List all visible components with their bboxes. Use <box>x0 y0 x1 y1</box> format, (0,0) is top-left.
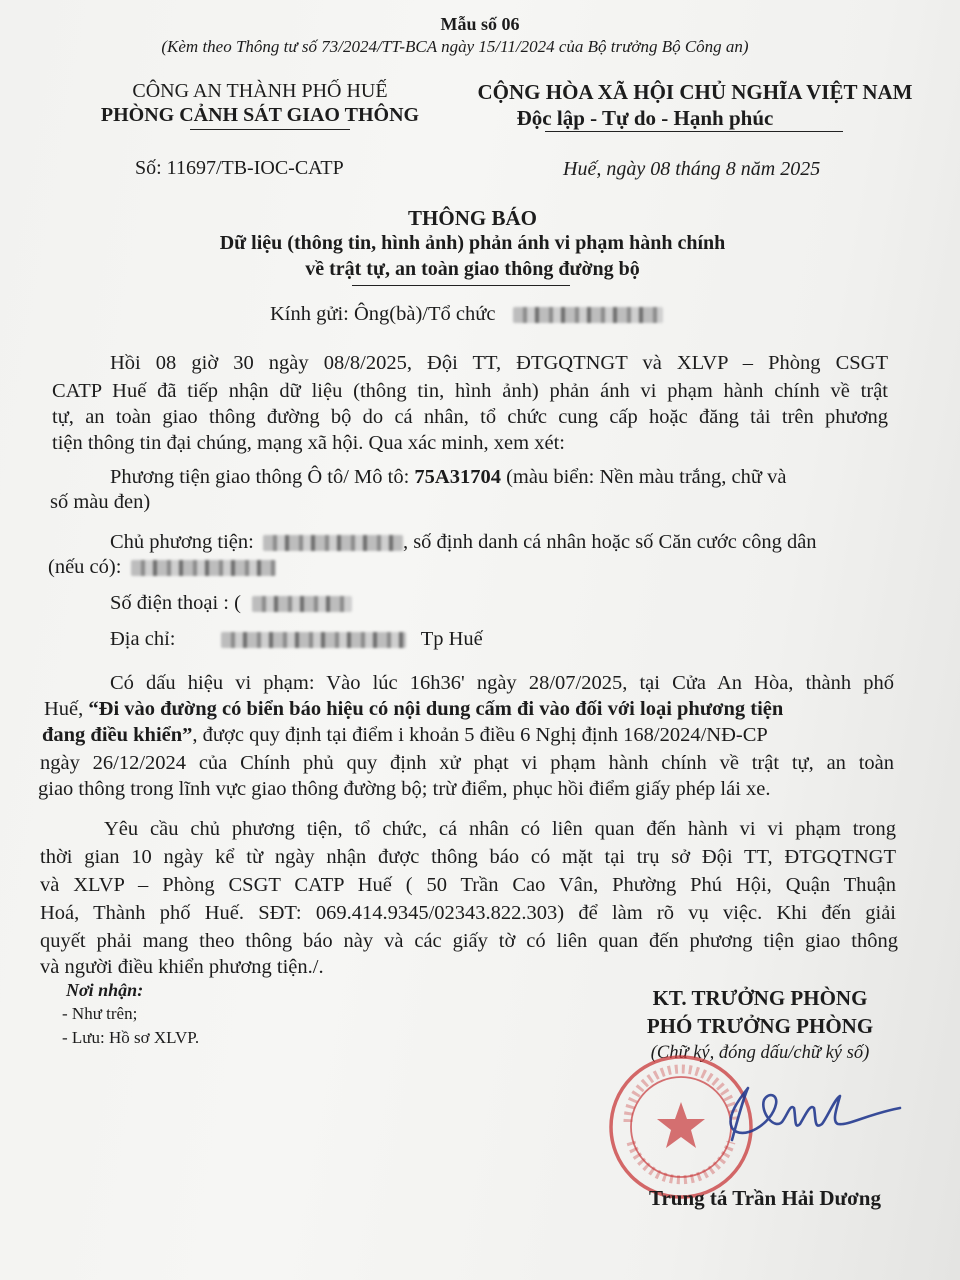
redacted-phone <box>252 596 352 612</box>
paragraph-1-line-4: tiện thông tin đại chúng, mạng xã hội. Qua xác minh, xem xét: <box>52 432 565 454</box>
request-line-5: quyết phải mang theo thông báo này và các giấy tờ có liên quan đến phương tiện giao thông <box>40 930 898 952</box>
vehicle-plate-color: (màu biển: Nền màu trắng, chữ và <box>506 466 787 488</box>
nation-line1: CỘNG HÒA XÃ HỘI CHỦ NGHĨA VIỆT NAM <box>477 80 913 104</box>
violation-line-4: ngày 26/12/2024 của Chính phủ quy định xử phạt vi phạm hành chính về trật tự, an toàn <box>40 752 894 774</box>
address-label: Địa chỉ: <box>110 628 176 650</box>
violation-line-2 <box>44 698 894 721</box>
request-line-3: và XLVP – Phòng CSGT CATP Huế ( 50 Trần Cao Vân, Phường Phú Hội, Quận Thuận <box>40 874 896 896</box>
agency-underline <box>190 129 350 130</box>
recipients-item-2: - Lưu: Hồ sơ XLVP. <box>62 1028 200 1047</box>
document-title: THÔNG BÁO <box>408 206 537 230</box>
violation-behavior-end: đang điều khiển” <box>42 724 193 746</box>
recipient-label: Kính gửi: Ông(bà)/Tổ chức <box>270 303 496 325</box>
owner-label: Chủ phương tiện: <box>110 531 254 553</box>
paragraph-1-line-2: CATP Huế đã tiếp nhận dữ liệu (thông tin, hình ảnh) phản ánh vi phạm hành chính về trật <box>52 380 888 402</box>
request-line-1: Yêu cầu chủ phương tiện, tổ chức, cá nhân có liên quan đến hành vi vi phạm trong <box>104 818 896 840</box>
violation-place-end: Huế, <box>44 698 89 720</box>
id-line <box>48 556 908 579</box>
nation-underline <box>545 131 843 132</box>
recipients-label: Nơi nhận: <box>66 980 144 1000</box>
nation-line2: Độc lập - Tự do - Hạnh phúc <box>516 106 774 130</box>
vehicle-line <box>110 466 890 489</box>
agency-line2: PHÒNG CẢNH SÁT GIAO THÔNG <box>100 104 420 126</box>
agency-line1: CÔNG AN THÀNH PHỐ HUẾ <box>132 80 388 102</box>
owner-id-label: , số định danh cá nhân hoặc số Căn cước công dân <box>402 531 817 553</box>
violation-line-5: giao thông trong lĩnh vực giao thông đường bộ; trừ điểm, phục hồi điểm giấy phép lái xe. <box>38 778 771 800</box>
redacted-id-number <box>131 560 276 576</box>
address-line <box>110 628 960 651</box>
title-underline <box>352 285 570 286</box>
recipients-item-1: - Như trên; <box>62 1004 138 1023</box>
license-plate: 75A31704 <box>414 466 501 488</box>
address-city: Tp Huế <box>420 628 483 650</box>
signer-name: Trung tá Trần Hải Dương <box>649 1186 881 1210</box>
form-reference: (Kèm theo Thông tư số 73/2024/TT-BCA ngày 15/11/2024 của Bộ trưởng Bộ Công an) <box>161 37 749 56</box>
phone-label: Số điện thoại : ( <box>110 592 241 614</box>
request-line-4: Hoá, Thành phố Huế. SĐT: 069.414.9345/02343.822.303) để làm rõ vụ việc. Khi đến giải <box>40 902 896 924</box>
redacted-recipient <box>513 307 663 323</box>
vehicle-line-2: số màu đen) <box>50 491 151 513</box>
id-label: (nếu có): <box>48 556 122 578</box>
vehicle-label: Phương tiện giao thông Ô tô/ Mô tô: <box>110 466 410 488</box>
violation-line-1: Có dấu hiệu vi phạm: Vào lúc 16h36' ngày 28/07/2025, tại Cửa An Hòa, thành phố <box>110 672 894 694</box>
redacted-owner-name <box>263 535 403 551</box>
request-line-6: và người điều khiển phương tiện./. <box>40 956 324 978</box>
form-number: Mẫu số 06 <box>440 14 520 34</box>
document-number: Số: 11697/TB-IOC-CATP <box>135 157 344 179</box>
handwritten-signature <box>718 1078 908 1148</box>
signer-role-1: KT. TRƯỞNG PHÒNG <box>652 986 868 1010</box>
signature-note: (Chữ ký, đóng dấu/chữ ký số) <box>650 1043 870 1063</box>
signer-role-2: PHÓ TRƯỞNG PHÒNG <box>646 1014 874 1038</box>
place-date: Huế, ngày 08 tháng 8 năm 2025 <box>563 158 821 180</box>
redacted-address <box>221 632 406 648</box>
violation-line-3 <box>42 724 892 747</box>
paragraph-1-line-3: tự, an toàn giao thông đường bộ do cá nhân, tổ chức cung cấp hoặc đăng tải trên phương <box>52 406 888 428</box>
phone-line <box>110 592 960 615</box>
owner-line <box>110 531 900 554</box>
violation-behavior: “Đi vào đường có biển báo hiệu có nội dung cấm đi vào đối với loại phương tiện <box>88 698 784 720</box>
document-subtitle-2: về trật tự, an toàn giao thông đường bộ <box>305 258 640 280</box>
paragraph-1-line-1: Hồi 08 giờ 30 ngày 08/8/2025, Đội TT, ĐTGQTNGT và XLVP – Phòng CSGT <box>110 352 888 374</box>
document-subtitle-1: Dữ liệu (thông tin, hình ảnh) phản ánh vi phạm hành chính <box>219 232 726 254</box>
request-line-2: thời gian 10 ngày kể từ ngày nhận được thông báo có mặt tại trụ sở Đội TT, ĐTGQTNGT <box>40 846 896 868</box>
recipient-line <box>270 303 663 326</box>
violation-legal-basis: , được quy định tại điểm i khoản 5 điều 6 Nghị định 168/2024/NĐ-CP <box>192 724 768 746</box>
